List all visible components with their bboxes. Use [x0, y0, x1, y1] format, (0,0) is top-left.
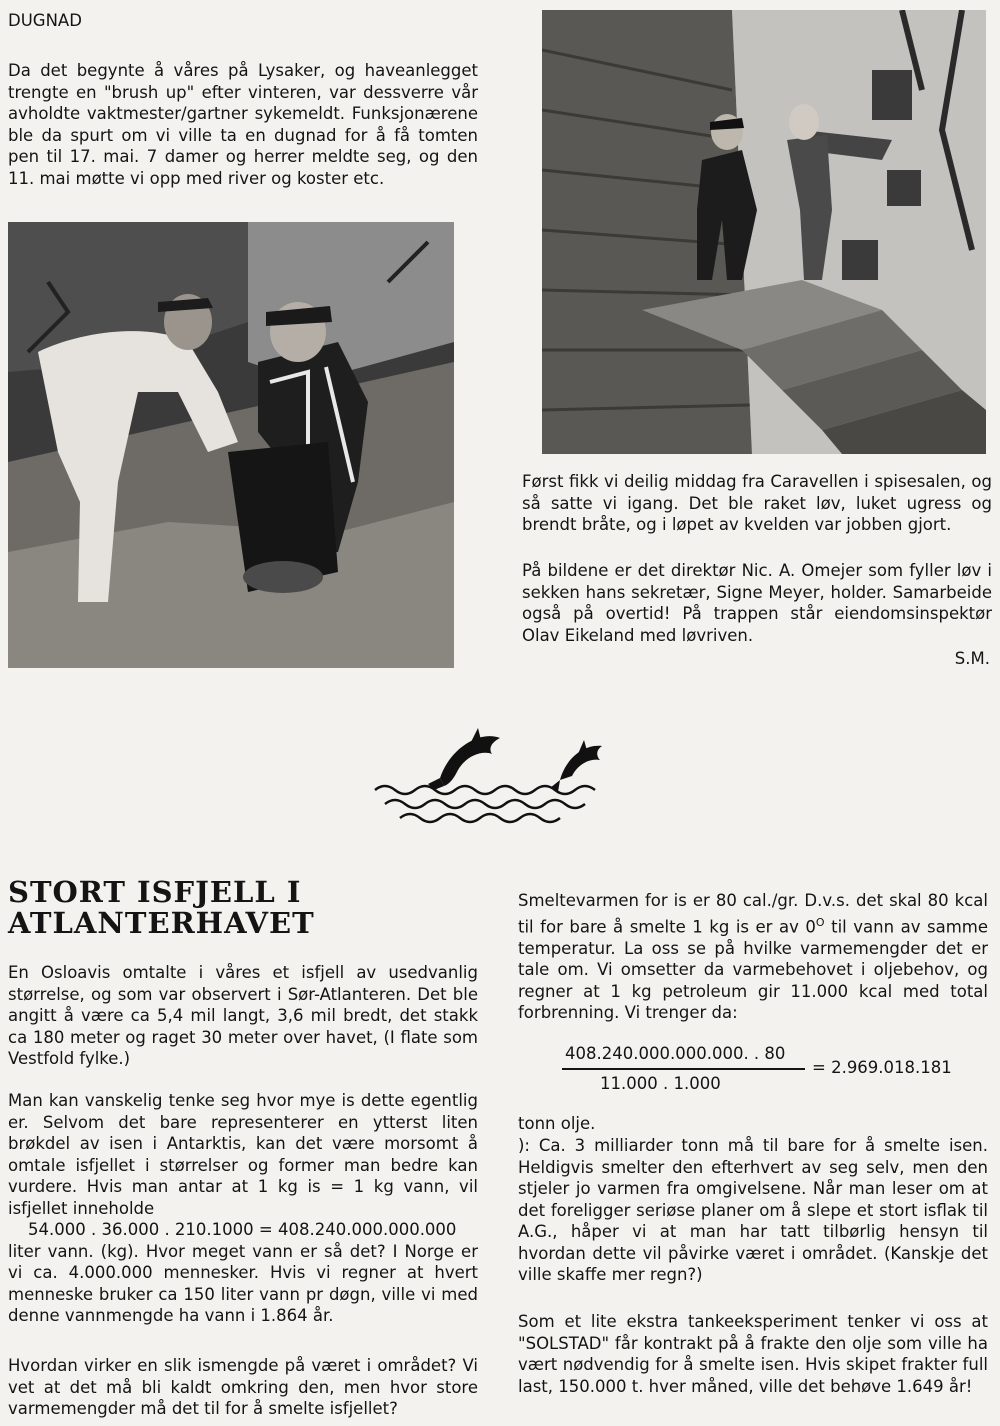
isfjell-right-paragraph-2: tonn olje. — [518, 1114, 596, 1133]
melting-heat-text: Smeltevarmen for is er 80 cal./gr. D.v.s. det skal 80 kcal til for bare å smelte 1 kg is er av 0 — [518, 891, 988, 936]
fraction-numerator: 408.240.000.000.000. . 80 — [565, 1044, 786, 1063]
isfjell-paragraph-2-continued: liter vann. (kg). Hvor meget vann er så det? I Norge er vi ca. 4.000.000 mennesker. Hvis vi regner at hvert menneske bruker ca 150 liter vann pr døgn, ville vi med denne vannmengde ha vann i 1.864 år. — [8, 1241, 478, 1325]
isfjell-paragraph-2 — [8, 1090, 478, 1327]
photo-leaf-bagging — [8, 222, 454, 668]
dolphin-right-icon — [550, 740, 602, 792]
dugnad-paragraph-1: Først fikk vi deilig middag fra Caravellen i spisesalen, og så satte vi igang. Det ble raket løv, luket ugress og brendt bråte, og i løpet av kvelden var jobben gjort. — [522, 472, 992, 534]
headline-line-2: ATLANTERHAVET — [8, 906, 315, 940]
dugnad-heading: DUGNAD — [8, 11, 82, 30]
dolphins-illustration — [370, 718, 620, 828]
isfjell-calculation-volume: 54.000 . 36.000 . 210.1000 = 408.240.000.000.000 — [28, 1220, 457, 1239]
isfjell-right-paragraph-1 — [518, 890, 988, 1024]
melting-heat-text-continued: til vann av samme temperatur. La oss se på hvilke varmemengder det er tale om. Vi omsetter da varmebehovet i oljebehov, og regner at 1 kg petroleum gir 11.000 kcal med total forbrenning. Vi trenger da: — [518, 917, 988, 1022]
fraction-result: = 2.969.018.181 — [812, 1058, 952, 1077]
isfjell-paragraph-1: En Osloavis omtalte i våres et isfjell av usedvanlig størrelse, og som var observert i Sør-Atlanteren. Det ble angitt å være ca 5,4 mil langt, 3,6 mil bredt, det stakk ca 180 meter og raget 30 meter over havet, (I flate som Vestfold fylke.) — [8, 963, 478, 1068]
fraction-bar — [562, 1068, 805, 1070]
photo-stone-steps — [542, 10, 986, 454]
dugnad-paragraph-2: På bildene er det direktør Nic. A. Omejer som fyller løv i sekken hans sekretær, Signe Meyer, holder. Samarbeide også på overtid! På trappen står eiendomsinspektør Olav Eikeland med løvriven. — [522, 561, 992, 645]
degree-symbol: O — [815, 915, 825, 929]
isfjell-right-paragraph-4: Som et lite ekstra tankeeksperiment tenker vi oss at "SOLSTAD" får kontrakt på å frakte den olje som ville ha vært nødvendig for å smelte isen. Hvis skipet frakter full last, 150.000 t. hver måned, ville det behøve 1.649 år! — [518, 1312, 988, 1396]
headline-line-1: STORT ISFJELL I — [8, 875, 302, 909]
isfjell-headline — [8, 877, 408, 939]
fraction-denominator: 11.000 . 1.000 — [600, 1074, 721, 1093]
dolphin-left-icon — [428, 728, 500, 790]
isfjell-right-paragraph-3: ): Ca. 3 milliarder tonn må til bare for å smelte isen. Heldigvis smelter den efterhvert av seg selv, men den stjeler jo varmen fra omgivelsene. Når man leser om at det foreligger seriøse planer om å slepe et stort isflak til A.G., håper vi at man har tatt tilbørlig hensyn til hvordan dette vil påvirke været i området. (Kanskje det ville skaffe mer regn?) — [518, 1136, 988, 1284]
isfjell-paragraph-2-text: Man kan vanskelig tenke seg hvor mye is dette egentlig er. Selvom det bare representerer en ytterst liten brøkdel av isen i Antarktis, kan det være morsomt å omtale isfjellet i størrelser og former man bedre kan vurdere. Hvis man antar at 1 kg is = 1 kg vann, vil isfjellet inneholde — [8, 1091, 478, 1218]
waves-icon — [375, 786, 595, 822]
dugnad-intro: Da det begynte å våres på Lysaker, og haveanlegget trengte en "brush up" efter vinteren, var dessverre vår avholdte vaktmester/gartner sykemeldt. Funksjonærene ble da spurt om vi ville ta en dugnad for å få tomten pen til 17. mai. 7 damer og herrer meldte seg, og den 11. mai møtte vi opp med river og koster etc. — [8, 61, 478, 188]
isfjell-paragraph-3: Hvordan virker en slik ismengde på været i området? Vi vet at det må bli kaldt omkring den, men hvor store varmemengder må det til for å smelte isfjellet? — [8, 1356, 478, 1418]
dugnad-signature: S.M. — [954, 649, 990, 668]
